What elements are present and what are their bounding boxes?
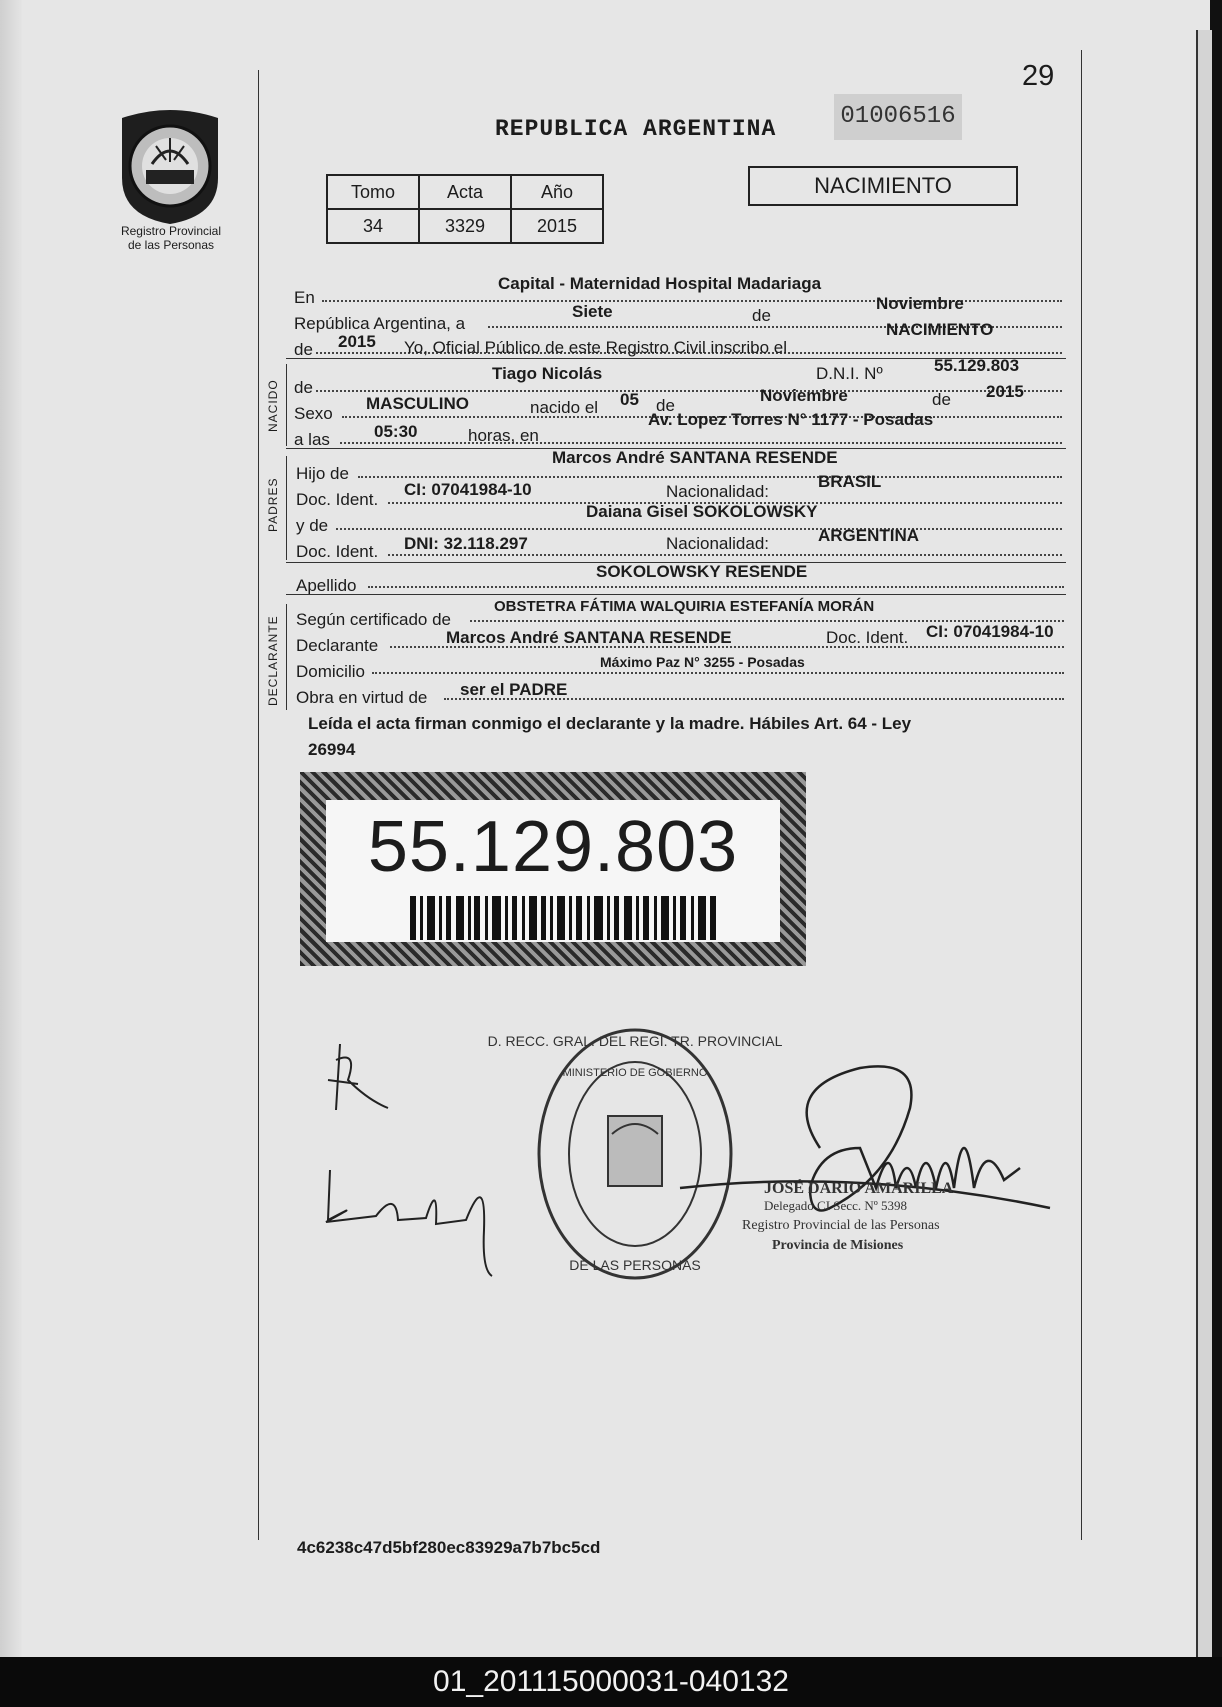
mother-name-value: Daiana Gisel SOKOLOWSKY: [586, 502, 818, 521]
svg-text:DE LAS PERSONAS: DE LAS PERSONAS: [569, 1257, 701, 1273]
closing-text-line2: 26994: [308, 740, 356, 759]
father-doc-label: Doc. Ident.: [296, 490, 379, 509]
en-label: En: [294, 288, 315, 307]
registry-table-header-row: [327, 175, 603, 209]
logo-label: [104, 224, 238, 252]
birth-year-value: 2015: [986, 382, 1024, 401]
declarante-label: Declarante: [296, 636, 379, 655]
serial-number: 01006516: [834, 94, 962, 140]
declarante-doc-value: CI: 07041984-10: [926, 622, 1054, 641]
svg-text:D. RECC. GRAL. DEL REGI. TR. P: D. RECC. GRAL. DEL REGI. TR. PROVINCIAL: [487, 1033, 783, 1049]
sexo-label: Sexo: [294, 404, 333, 423]
value-acta: 3329: [419, 209, 511, 243]
barcode: [410, 896, 716, 940]
footer-document-id: 01_201115000031-040132: [0, 1657, 1222, 1707]
horas-en-label: horas, en: [468, 426, 539, 445]
logo-label-line1: Registro Provincial: [120, 224, 222, 238]
official-name: JOSÉ DARIO AMARILLA: [764, 1180, 954, 1197]
nacido-de-label-3: de: [932, 390, 951, 409]
page-number: 29: [1022, 60, 1055, 92]
obra-value: ser el PADRE: [460, 680, 568, 699]
yo-oficial-text: Yo, Oficial Público de este Registro Civil inscribo el: [404, 338, 787, 357]
misiones-seal-logo: [112, 108, 228, 224]
header-acta: Acta: [419, 175, 511, 209]
hijo-de-label: Hijo de: [296, 464, 349, 483]
father-doc-value: CI: 07041984-10: [404, 480, 532, 499]
section-separator: [286, 594, 1066, 595]
section-label-padres: PADRES: [266, 477, 280, 532]
nacido-de-label: de: [294, 378, 313, 397]
initials-signature: [318, 1040, 398, 1120]
mother-nationality-label: Nacionalidad:: [666, 534, 770, 553]
section-bar-padres: [286, 456, 287, 560]
certificado-value: OBSTETRA FÁTIMA WALQUIRIA ESTEFANÍA MORÁN: [494, 598, 875, 615]
header-anio: Año: [511, 175, 603, 209]
value-anio: 2015: [511, 209, 603, 243]
page-left-edge: [0, 0, 22, 1657]
day-value: Siete: [572, 302, 613, 321]
de-label-2: de: [294, 340, 313, 359]
mother-nationality-value: ARGENTINA: [818, 526, 920, 545]
child-name-value: Tiago Nicolás: [492, 364, 603, 383]
dotted-line: [388, 554, 1062, 556]
value-tomo: 34: [327, 209, 419, 243]
birth-day-value: 05: [620, 390, 639, 409]
inscribe-value: NACIMIENTO: [886, 320, 994, 339]
dni-sticker-number: 55.129.803: [367, 807, 739, 887]
right-margin-line: [1081, 50, 1082, 1540]
mother-doc-value: DNI: 32.118.297: [404, 534, 528, 553]
official-province: Provincia de Misiones: [772, 1238, 904, 1253]
a-las-label: a las: [294, 430, 330, 449]
obra-label: Obra en virtud de: [296, 688, 428, 707]
nacido-de-label-2: de: [656, 396, 675, 415]
father-name-value: Marcos André SANTANA RESENDE: [552, 448, 838, 467]
official-registry: Registro Provincial de las Personas: [742, 1218, 940, 1233]
domicilio-value: Máximo Paz N° 3255 - Posadas: [600, 654, 805, 670]
dotted-line: [358, 476, 1062, 478]
page-right-edge: [1196, 30, 1212, 1657]
registry-table: [326, 174, 604, 244]
apellido-value: SOKOLOWSKY RESENDE: [596, 562, 808, 581]
header-tomo: Tomo: [327, 175, 419, 209]
dni-value: 55.129.803: [934, 356, 1020, 375]
apellido-label: Apellido: [296, 576, 357, 595]
official-title: Delegado CI Secc. Nº 5398: [764, 1198, 908, 1213]
domicilio-label: Domicilio: [296, 662, 365, 681]
father-nationality-label: Nacionalidad:: [666, 482, 770, 501]
dni-label: D.N.I. Nº: [816, 364, 883, 383]
nacido-el-label: nacido el: [530, 398, 599, 417]
closing-text-line1: Leída el acta firman conmigo el declarante y la madre. Hábiles Art. 64 - Ley: [308, 714, 912, 733]
document-hash: 4c6238c47d5bf280ec83929a7b7bc5cd: [297, 1538, 601, 1557]
section-label-declarante: DECLARANTE: [266, 615, 280, 706]
y-de-label: y de: [296, 516, 329, 535]
country-heading: REPUBLICA ARGENTINA: [495, 116, 777, 142]
logo-label-line2: de las Personas: [127, 238, 215, 252]
birth-month-value: Noviembre: [760, 386, 848, 405]
dotted-line: [368, 586, 1064, 588]
left-margin-line: [258, 70, 259, 1540]
sexo-value: MASCULINO: [366, 394, 469, 413]
year-value: 2015: [338, 332, 376, 351]
month-value: Noviembre: [876, 294, 964, 313]
section-label-nacido: NACIDO: [266, 379, 280, 432]
dotted-line: [340, 442, 1062, 444]
registry-table-value-row: [327, 209, 603, 243]
republica-label: República Argentina, a: [294, 314, 466, 333]
declarante-value: Marcos André SANTANA RESENDE: [446, 628, 732, 647]
declarante-doc-label: Doc. Ident.: [826, 628, 909, 647]
certificado-label: Según certificado de: [296, 610, 451, 629]
father-nationality-value: BRASIL: [818, 472, 882, 491]
mother-signature: [306, 1160, 526, 1280]
section-bar-nacido: [286, 364, 287, 446]
section-bar-declarante: [286, 604, 287, 710]
dotted-line: [372, 672, 1064, 674]
de-label: de: [752, 306, 771, 325]
birth-hour-value: 05:30: [374, 422, 418, 441]
dotted-line: [336, 528, 1062, 530]
place-value: Capital - Maternidad Hospital Madariaga: [498, 274, 822, 293]
act-type-box: NACIMIENTO: [748, 166, 1018, 206]
mother-doc-label: Doc. Ident.: [296, 542, 379, 561]
dni-sticker: [300, 772, 806, 966]
dni-sticker-inner: [326, 800, 780, 942]
svg-text:MINISTERIO DE GOBIERNO: MINISTERIO DE GOBIERNO: [562, 1067, 708, 1079]
birth-place-value: Av. Lopez Torres N° 1177 - Posadas: [648, 410, 934, 429]
